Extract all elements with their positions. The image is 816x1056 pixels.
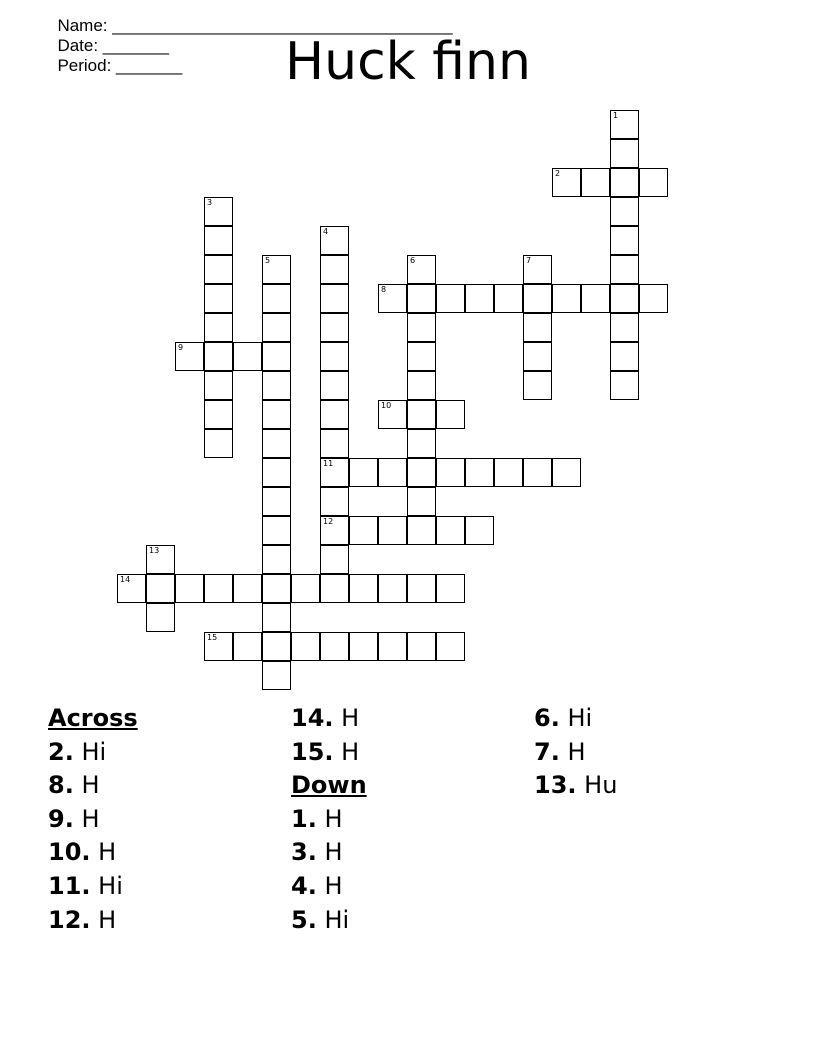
grid-cell[interactable]: [610, 197, 639, 226]
grid-cell[interactable]: [552, 284, 581, 313]
grid-cell[interactable]: [610, 342, 639, 371]
grid-cell[interactable]: [610, 284, 639, 313]
grid-cell[interactable]: [639, 284, 668, 313]
grid-cell[interactable]: [320, 516, 349, 545]
grid-cell[interactable]: [204, 342, 233, 371]
grid-cell[interactable]: [378, 632, 407, 661]
grid-cell[interactable]: [610, 255, 639, 284]
grid-cell[interactable]: [581, 284, 610, 313]
grid-cell[interactable]: [262, 371, 291, 400]
clue-across-14: 14. H: [291, 704, 360, 732]
grid-cell[interactable]: [610, 313, 639, 342]
grid-cell[interactable]: [465, 284, 494, 313]
cell-number: 9: [178, 343, 184, 352]
cell-number: 3: [207, 198, 213, 207]
cell-number: 10: [381, 401, 392, 410]
grid-cell[interactable]: [204, 255, 233, 284]
grid-cell[interactable]: [175, 574, 204, 603]
grid-cell[interactable]: [204, 284, 233, 313]
grid-cell[interactable]: [378, 284, 407, 313]
grid-cell[interactable]: [349, 516, 378, 545]
grid-cell[interactable]: [407, 400, 436, 429]
grid-cell[interactable]: [436, 284, 465, 313]
grid-cell[interactable]: [175, 342, 204, 371]
clue-down-5: 5. Hi: [291, 905, 350, 934]
grid-cell[interactable]: [552, 458, 581, 487]
grid-cell[interactable]: [407, 371, 436, 400]
grid-cell[interactable]: [262, 487, 291, 516]
grid-cell[interactable]: [523, 458, 552, 487]
grid-cell[interactable]: [320, 632, 349, 661]
grid-cell[interactable]: [436, 516, 465, 545]
grid-cell[interactable]: [320, 487, 349, 516]
grid-cell[interactable]: [291, 574, 320, 603]
cell-number: 6: [410, 256, 416, 265]
down-heading: Down: [291, 771, 367, 800]
cell-number: 14: [120, 575, 131, 584]
grid-cell[interactable]: [523, 371, 552, 400]
clue-across-11: 11. Hi: [48, 871, 123, 900]
cell-number: 1: [613, 111, 619, 120]
grid-cell[interactable]: [407, 342, 436, 371]
clue-down-4: 4. H: [291, 871, 343, 900]
period-field-label: Period: _______: [57, 56, 183, 75]
grid-cell[interactable]: [320, 400, 349, 429]
grid-cell[interactable]: [378, 400, 407, 429]
cell-number: 2: [555, 169, 561, 178]
grid-cell[interactable]: [320, 342, 349, 371]
grid-cell[interactable]: [436, 574, 465, 603]
grid-cell[interactable]: [407, 632, 436, 661]
grid-cell[interactable]: [262, 516, 291, 545]
date-field-label: Date: _______: [57, 36, 169, 55]
grid-cell[interactable]: [523, 342, 552, 371]
grid-cell[interactable]: [204, 400, 233, 429]
grid-cell[interactable]: [146, 545, 175, 574]
grid-cell[interactable]: [523, 255, 552, 284]
grid-cell[interactable]: [262, 458, 291, 487]
grid-cell[interactable]: [523, 284, 552, 313]
grid-cell[interactable]: [204, 429, 233, 458]
grid-cell[interactable]: [581, 168, 610, 197]
grid-cell[interactable]: [262, 661, 291, 690]
cell-number: 4: [323, 227, 329, 236]
clue-down-3: 3. H: [291, 838, 343, 867]
grid-cell[interactable]: [262, 255, 291, 284]
grid-cell[interactable]: [436, 400, 465, 429]
grid-cell[interactable]: [320, 458, 349, 487]
grid-cell[interactable]: [407, 284, 436, 313]
name-field-label: Name: ____________________________________: [57, 16, 453, 35]
grid-cell[interactable]: [610, 139, 639, 168]
grid-cell[interactable]: [117, 574, 146, 603]
grid-cell[interactable]: [233, 574, 262, 603]
clue-across-12: 12. H: [48, 905, 117, 934]
grid-cell[interactable]: [320, 313, 349, 342]
grid-cell[interactable]: [146, 603, 175, 632]
clue-down-13: 13. Hu: [534, 771, 618, 800]
clue-across-2: 2. Hi: [48, 737, 107, 766]
grid-cell[interactable]: [262, 603, 291, 632]
grid-cell[interactable]: [349, 632, 378, 661]
grid-cell[interactable]: [320, 545, 349, 574]
grid-cell[interactable]: [320, 429, 349, 458]
grid-cell[interactable]: [320, 371, 349, 400]
grid-cell[interactable]: [320, 226, 349, 255]
grid-cell[interactable]: [378, 458, 407, 487]
grid-cell[interactable]: [639, 168, 668, 197]
grid-cell[interactable]: [204, 197, 233, 226]
across-heading: Across: [48, 704, 138, 732]
grid-cell[interactable]: [552, 168, 581, 197]
grid-cell[interactable]: [378, 516, 407, 545]
grid-cell[interactable]: [262, 284, 291, 313]
cell-number: 11: [323, 459, 334, 468]
clue-across-9: 9. H: [48, 804, 100, 833]
grid-cell[interactable]: [204, 226, 233, 255]
grid-cell[interactable]: [204, 371, 233, 400]
grid-cell[interactable]: [494, 458, 523, 487]
grid-cell[interactable]: [262, 574, 291, 603]
grid-cell[interactable]: [378, 574, 407, 603]
grid-cell[interactable]: [407, 458, 436, 487]
clue-across-15: 15. H: [291, 737, 360, 766]
grid-cell[interactable]: [262, 400, 291, 429]
grid-cell[interactable]: [436, 632, 465, 661]
grid-cell[interactable]: [262, 545, 291, 574]
grid-cell[interactable]: [204, 313, 233, 342]
clue-across-10: 10. H: [48, 838, 117, 867]
cell-number: 15: [207, 633, 218, 642]
grid-cell[interactable]: [407, 487, 436, 516]
grid-cell[interactable]: [494, 284, 523, 313]
grid-cell[interactable]: [407, 313, 436, 342]
cell-number: 7: [526, 256, 532, 265]
grid-cell[interactable]: [407, 255, 436, 284]
grid-cell[interactable]: [610, 371, 639, 400]
grid-cell[interactable]: [407, 429, 436, 458]
clue-down-1: 1. H: [291, 804, 343, 833]
clue-across-8: 8. H: [48, 771, 100, 800]
grid-cell[interactable]: [262, 632, 291, 661]
grid-cell[interactable]: [204, 632, 233, 661]
grid-cell[interactable]: [262, 429, 291, 458]
clue-column-3: [534, 702, 764, 803]
grid-cell[interactable]: [320, 255, 349, 284]
grid-cell[interactable]: [320, 284, 349, 313]
grid-cell[interactable]: [320, 574, 349, 603]
clue-down-7: 7. H: [534, 737, 586, 766]
grid-cell[interactable]: [146, 574, 175, 603]
grid-cell[interactable]: [465, 458, 494, 487]
grid-cell[interactable]: [407, 516, 436, 545]
grid-cell[interactable]: [291, 632, 320, 661]
grid-cell[interactable]: [262, 342, 291, 371]
grid-cell[interactable]: [204, 574, 233, 603]
cell-number: 12: [323, 517, 334, 526]
grid-cell[interactable]: [436, 458, 465, 487]
grid-cell[interactable]: [233, 632, 262, 661]
cell-number: 5: [265, 256, 271, 265]
clue-down-6: 6. Hi: [534, 704, 593, 732]
grid-cell[interactable]: [610, 226, 639, 255]
cell-number: 13: [149, 546, 160, 555]
page-title: Huck finn: [285, 32, 531, 92]
grid-cell[interactable]: [610, 110, 639, 139]
grid-cell[interactable]: [465, 516, 494, 545]
clue-column-1: [48, 702, 278, 937]
cell-number: 8: [381, 285, 387, 294]
grid-cell[interactable]: [610, 168, 639, 197]
grid-cell[interactable]: [349, 574, 378, 603]
grid-cell[interactable]: [233, 342, 262, 371]
grid-cell[interactable]: [407, 574, 436, 603]
clue-column-2: [291, 702, 521, 937]
grid-cell[interactable]: [262, 313, 291, 342]
grid-cell[interactable]: [349, 458, 378, 487]
grid-cell[interactable]: [523, 313, 552, 342]
